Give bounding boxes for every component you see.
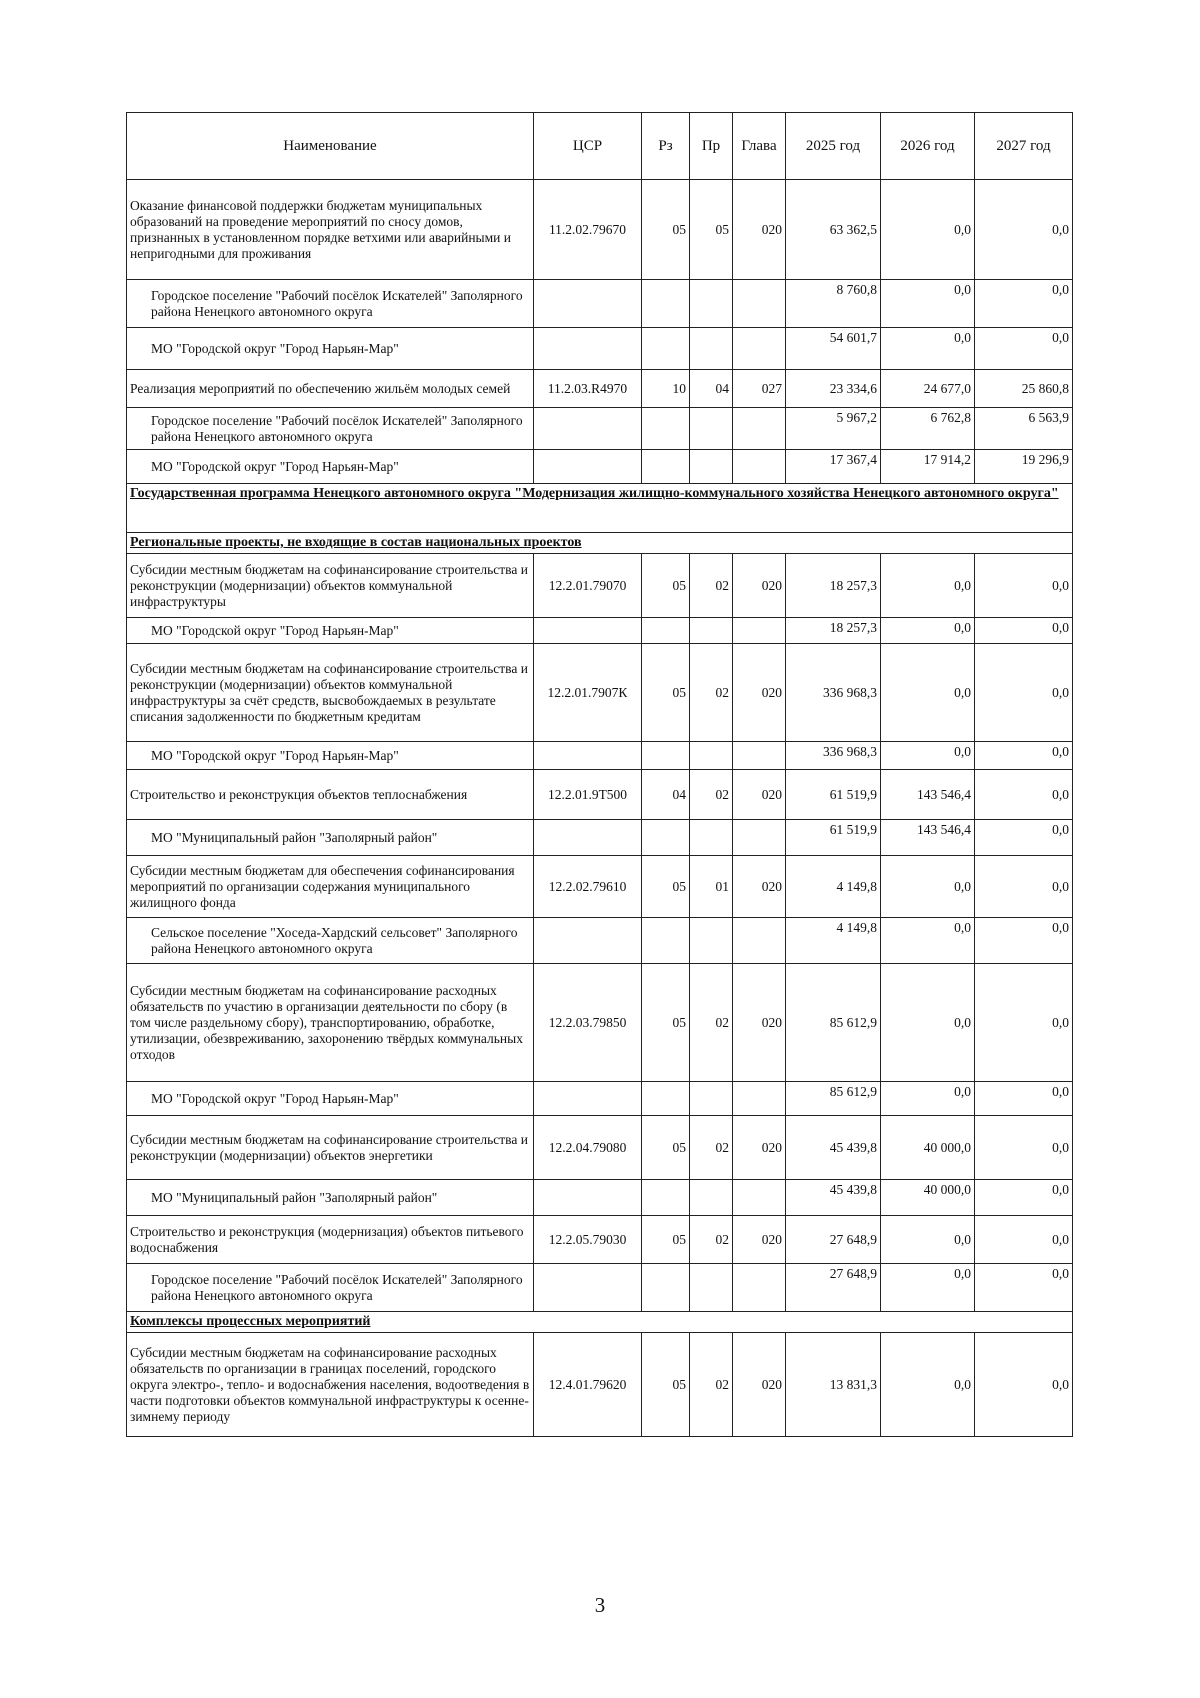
row-csr <box>534 280 642 328</box>
row-rz: 04 <box>642 770 690 820</box>
row-rz <box>642 328 690 370</box>
row-csr <box>534 1082 642 1116</box>
section-title: Государственная программа Ненецкого автономного округа "Модернизация жилищно-коммунального хозяйства Ненецкого автономного округа" <box>127 484 1073 533</box>
row-2026: 0,0 <box>881 280 975 328</box>
row-2027: 25 860,8 <box>975 370 1073 408</box>
row-2027: 0,0 <box>975 618 1073 644</box>
row-2025: 45 439,8 <box>786 1180 881 1216</box>
row-glava <box>733 280 786 328</box>
row-glava: 020 <box>733 1116 786 1180</box>
row-glava: 020 <box>733 180 786 280</box>
row-name: МО "Муниципальный район "Заполярный район" <box>127 1180 534 1216</box>
row-rz: 05 <box>642 964 690 1082</box>
row-glava <box>733 742 786 770</box>
row-glava <box>733 328 786 370</box>
row-pr: 02 <box>690 1116 733 1180</box>
row-glava: 020 <box>733 770 786 820</box>
row-name: Оказание финансовой поддержки бюджетам муниципальных образований на проведение мероприятий по сносу домов, признанных в установленном порядке ветхими или аварийными и непригодными для проживания <box>127 180 534 280</box>
row-2025: 8 760,8 <box>786 280 881 328</box>
row-rz <box>642 1264 690 1312</box>
row-name: Субсидии местным бюджетам на софинансирование строительства и реконструкции (модернизации) объектов коммунальной инфраструктуры <box>127 554 534 618</box>
row-glava <box>733 408 786 450</box>
row-rz <box>642 280 690 328</box>
row-2027: 0,0 <box>975 1333 1073 1437</box>
header-glava: Глава <box>733 113 786 180</box>
row-2025: 4 149,8 <box>786 918 881 964</box>
row-pr: 02 <box>690 1216 733 1264</box>
row-2026: 143 546,4 <box>881 820 975 856</box>
row-2026: 0,0 <box>881 1216 975 1264</box>
table-header-row <box>127 113 1073 180</box>
row-2026: 143 546,4 <box>881 770 975 820</box>
row-pr: 04 <box>690 370 733 408</box>
recipient-row <box>127 408 1073 450</box>
row-csr: 12.2.02.79610 <box>534 856 642 918</box>
row-2025: 61 519,9 <box>786 820 881 856</box>
row-glava <box>733 918 786 964</box>
row-pr <box>690 450 733 484</box>
table-row <box>127 370 1073 408</box>
header-2025: 2025 год <box>786 113 881 180</box>
section-row <box>127 533 1073 554</box>
row-pr: 02 <box>690 554 733 618</box>
section-row <box>127 1312 1073 1333</box>
recipient-row <box>127 1180 1073 1216</box>
row-csr: 12.2.01.7907К <box>534 644 642 742</box>
row-csr <box>534 328 642 370</box>
row-glava: 020 <box>733 964 786 1082</box>
row-csr: 12.2.05.79030 <box>534 1216 642 1264</box>
table-row <box>127 856 1073 918</box>
row-2026: 0,0 <box>881 856 975 918</box>
row-csr: 11.2.03.R4970 <box>534 370 642 408</box>
row-2027: 0,0 <box>975 1264 1073 1312</box>
row-2027: 19 296,9 <box>975 450 1073 484</box>
row-csr: 12.4.01.79620 <box>534 1333 642 1437</box>
row-pr <box>690 1082 733 1116</box>
row-2027: 0,0 <box>975 820 1073 856</box>
row-2025: 85 612,9 <box>786 964 881 1082</box>
row-csr: 12.2.04.79080 <box>534 1116 642 1180</box>
table-row <box>127 1216 1073 1264</box>
table-row <box>127 770 1073 820</box>
row-csr <box>534 1264 642 1312</box>
row-2025: 45 439,8 <box>786 1116 881 1180</box>
table-row <box>127 644 1073 742</box>
header-pr: Пр <box>690 113 733 180</box>
row-rz <box>642 450 690 484</box>
row-rz <box>642 618 690 644</box>
row-glava <box>733 618 786 644</box>
row-pr: 01 <box>690 856 733 918</box>
recipient-row <box>127 742 1073 770</box>
row-name: МО "Городской округ "Город Нарьян-Мар" <box>127 328 534 370</box>
row-csr <box>534 742 642 770</box>
header-rz: Рз <box>642 113 690 180</box>
recipient-row <box>127 820 1073 856</box>
row-2026: 17 914,2 <box>881 450 975 484</box>
row-2027: 0,0 <box>975 1216 1073 1264</box>
row-2026: 40 000,0 <box>881 1180 975 1216</box>
page-number: 3 <box>594 1593 606 1617</box>
row-name: Субсидии местным бюджетам на софинансирование расходных обязательств по организации в границах поселений, городского округа электро-, тепло- и водоснабжения населения, водоотведения в части подготовки объектов коммунальной инфраструктуры к осенне-зимнему периоду <box>127 1333 534 1437</box>
table-row <box>127 554 1073 618</box>
row-csr <box>534 618 642 644</box>
row-2027: 0,0 <box>975 856 1073 918</box>
recipient-row <box>127 450 1073 484</box>
table-row <box>127 1333 1073 1437</box>
row-2025: 63 362,5 <box>786 180 881 280</box>
row-2027: 0,0 <box>975 328 1073 370</box>
row-name: Городское поселение "Рабочий посёлок Искателей" Заполярного района Ненецкого автономного округа <box>127 280 534 328</box>
row-csr: 12.2.03.79850 <box>534 964 642 1082</box>
row-2026: 0,0 <box>881 328 975 370</box>
row-pr: 02 <box>690 1333 733 1437</box>
row-2027: 6 563,9 <box>975 408 1073 450</box>
row-2025: 17 367,4 <box>786 450 881 484</box>
row-name: Субсидии местным бюджетам для обеспечения софинансирования мероприятий по организации содержания муниципального жилищного фонда <box>127 856 534 918</box>
row-glava: 020 <box>733 644 786 742</box>
row-pr: 02 <box>690 644 733 742</box>
row-2027: 0,0 <box>975 1116 1073 1180</box>
row-2026: 0,0 <box>881 1333 975 1437</box>
row-2026: 0,0 <box>881 180 975 280</box>
row-2025: 23 334,6 <box>786 370 881 408</box>
row-2027: 0,0 <box>975 554 1073 618</box>
row-2025: 85 612,9 <box>786 1082 881 1116</box>
row-name: Городское поселение "Рабочий посёлок Искателей" Заполярного района Ненецкого автономного округа <box>127 1264 534 1312</box>
header-2027: 2027 год <box>975 113 1073 180</box>
row-2027: 0,0 <box>975 1180 1073 1216</box>
table-row <box>127 180 1073 280</box>
row-name: МО "Городской округ "Город Нарьян-Мар" <box>127 450 534 484</box>
row-name: Субсидии местным бюджетам на софинансирование строительства и реконструкции (модернизации) объектов коммунальной инфраструктуры за счёт средств, высвобождаемых в результате списания задолженности по бюджетным кредитам <box>127 644 534 742</box>
table-row <box>127 964 1073 1082</box>
row-2026: 40 000,0 <box>881 1116 975 1180</box>
row-name: Городское поселение "Рабочий посёлок Искателей" Заполярного района Ненецкого автономного округа <box>127 408 534 450</box>
row-2026: 0,0 <box>881 964 975 1082</box>
row-glava <box>733 820 786 856</box>
recipient-row <box>127 1264 1073 1312</box>
row-2025: 27 648,9 <box>786 1216 881 1264</box>
row-name: Субсидии местным бюджетам на софинансирование расходных обязательств по участию в организации деятельности по сбору (в том числе раздельному сбору), транспортированию, обработке, утилизации, обезвреживанию, захоронению твёрдых коммунальных отходов <box>127 964 534 1082</box>
row-2027: 0,0 <box>975 918 1073 964</box>
row-pr <box>690 328 733 370</box>
row-2027: 0,0 <box>975 1082 1073 1116</box>
row-rz <box>642 408 690 450</box>
header-csr: ЦСР <box>534 113 642 180</box>
recipient-row <box>127 918 1073 964</box>
row-2025: 18 257,3 <box>786 554 881 618</box>
row-name: Строительство и реконструкция (модернизация) объектов питьевого водоснабжения <box>127 1216 534 1264</box>
row-pr <box>690 820 733 856</box>
row-pr <box>690 618 733 644</box>
row-2025: 336 968,3 <box>786 742 881 770</box>
budget-table <box>126 112 1073 1437</box>
row-2026: 0,0 <box>881 644 975 742</box>
row-2025: 13 831,3 <box>786 1333 881 1437</box>
row-2026: 0,0 <box>881 1082 975 1116</box>
row-2026: 24 677,0 <box>881 370 975 408</box>
header-2026: 2026 год <box>881 113 975 180</box>
table-body <box>127 180 1073 1437</box>
row-pr <box>690 1180 733 1216</box>
recipient-row <box>127 328 1073 370</box>
recipient-row <box>127 1082 1073 1116</box>
row-csr <box>534 820 642 856</box>
row-glava <box>733 1180 786 1216</box>
row-pr: 02 <box>690 964 733 1082</box>
row-rz: 05 <box>642 1216 690 1264</box>
row-rz <box>642 1180 690 1216</box>
row-name: МО "Городской округ "Город Нарьян-Мар" <box>127 1082 534 1116</box>
row-name: Сельское поселение "Хоседа-Хардский сельсовет" Заполярного района Ненецкого автономного округа <box>127 918 534 964</box>
row-pr <box>690 918 733 964</box>
row-csr: 12.2.01.79070 <box>534 554 642 618</box>
row-rz <box>642 742 690 770</box>
row-pr <box>690 1264 733 1312</box>
row-2027: 0,0 <box>975 280 1073 328</box>
row-csr <box>534 408 642 450</box>
row-rz: 05 <box>642 180 690 280</box>
row-csr <box>534 450 642 484</box>
row-rz: 05 <box>642 554 690 618</box>
row-csr <box>534 918 642 964</box>
row-2026: 0,0 <box>881 618 975 644</box>
row-rz: 05 <box>642 644 690 742</box>
header-name: Наименование <box>127 113 534 180</box>
row-name: Субсидии местным бюджетам на софинансирование строительства и реконструкции (модернизации) объектов энергетики <box>127 1116 534 1180</box>
row-name: МО "Городской округ "Город Нарьян-Мар" <box>127 618 534 644</box>
row-pr: 05 <box>690 180 733 280</box>
row-2025: 61 519,9 <box>786 770 881 820</box>
section-title: Комплексы процессных мероприятий <box>127 1312 1073 1333</box>
row-rz: 05 <box>642 1116 690 1180</box>
row-name: Строительство и реконструкция объектов теплоснабжения <box>127 770 534 820</box>
row-2025: 54 601,7 <box>786 328 881 370</box>
row-rz: 05 <box>642 1333 690 1437</box>
row-2026: 0,0 <box>881 1264 975 1312</box>
row-rz <box>642 918 690 964</box>
row-glava: 020 <box>733 856 786 918</box>
row-2027: 0,0 <box>975 644 1073 742</box>
row-csr <box>534 1180 642 1216</box>
row-2026: 0,0 <box>881 742 975 770</box>
row-pr: 02 <box>690 770 733 820</box>
row-glava <box>733 450 786 484</box>
row-glava <box>733 1264 786 1312</box>
row-2027: 0,0 <box>975 964 1073 1082</box>
row-2026: 0,0 <box>881 554 975 618</box>
row-name: МО "Городской округ "Город Нарьян-Мар" <box>127 742 534 770</box>
row-2026: 6 762,8 <box>881 408 975 450</box>
row-name: МО "Муниципальный район "Заполярный район" <box>127 820 534 856</box>
row-name: Реализация мероприятий по обеспечению жильём молодых семей <box>127 370 534 408</box>
row-rz: 05 <box>642 856 690 918</box>
row-glava: 020 <box>733 1333 786 1437</box>
row-2025: 4 149,8 <box>786 856 881 918</box>
row-2027: 0,0 <box>975 770 1073 820</box>
section-title: Региональные проекты, не входящие в состав национальных проектов <box>127 533 1073 554</box>
recipient-row <box>127 618 1073 644</box>
row-csr: 12.2.01.9Т500 <box>534 770 642 820</box>
row-2026: 0,0 <box>881 918 975 964</box>
row-glava <box>733 1082 786 1116</box>
row-2027: 0,0 <box>975 180 1073 280</box>
row-2025: 27 648,9 <box>786 1264 881 1312</box>
recipient-row <box>127 280 1073 328</box>
section-row <box>127 484 1073 533</box>
row-pr <box>690 742 733 770</box>
row-2025: 18 257,3 <box>786 618 881 644</box>
row-2025: 5 967,2 <box>786 408 881 450</box>
row-rz <box>642 820 690 856</box>
row-2025: 336 968,3 <box>786 644 881 742</box>
row-rz <box>642 1082 690 1116</box>
row-pr <box>690 280 733 328</box>
table-row <box>127 1116 1073 1180</box>
row-glava: 020 <box>733 1216 786 1264</box>
row-csr: 11.2.02.79670 <box>534 180 642 280</box>
row-glava: 020 <box>733 554 786 618</box>
row-pr <box>690 408 733 450</box>
row-2027: 0,0 <box>975 742 1073 770</box>
row-rz: 10 <box>642 370 690 408</box>
row-glava: 027 <box>733 370 786 408</box>
